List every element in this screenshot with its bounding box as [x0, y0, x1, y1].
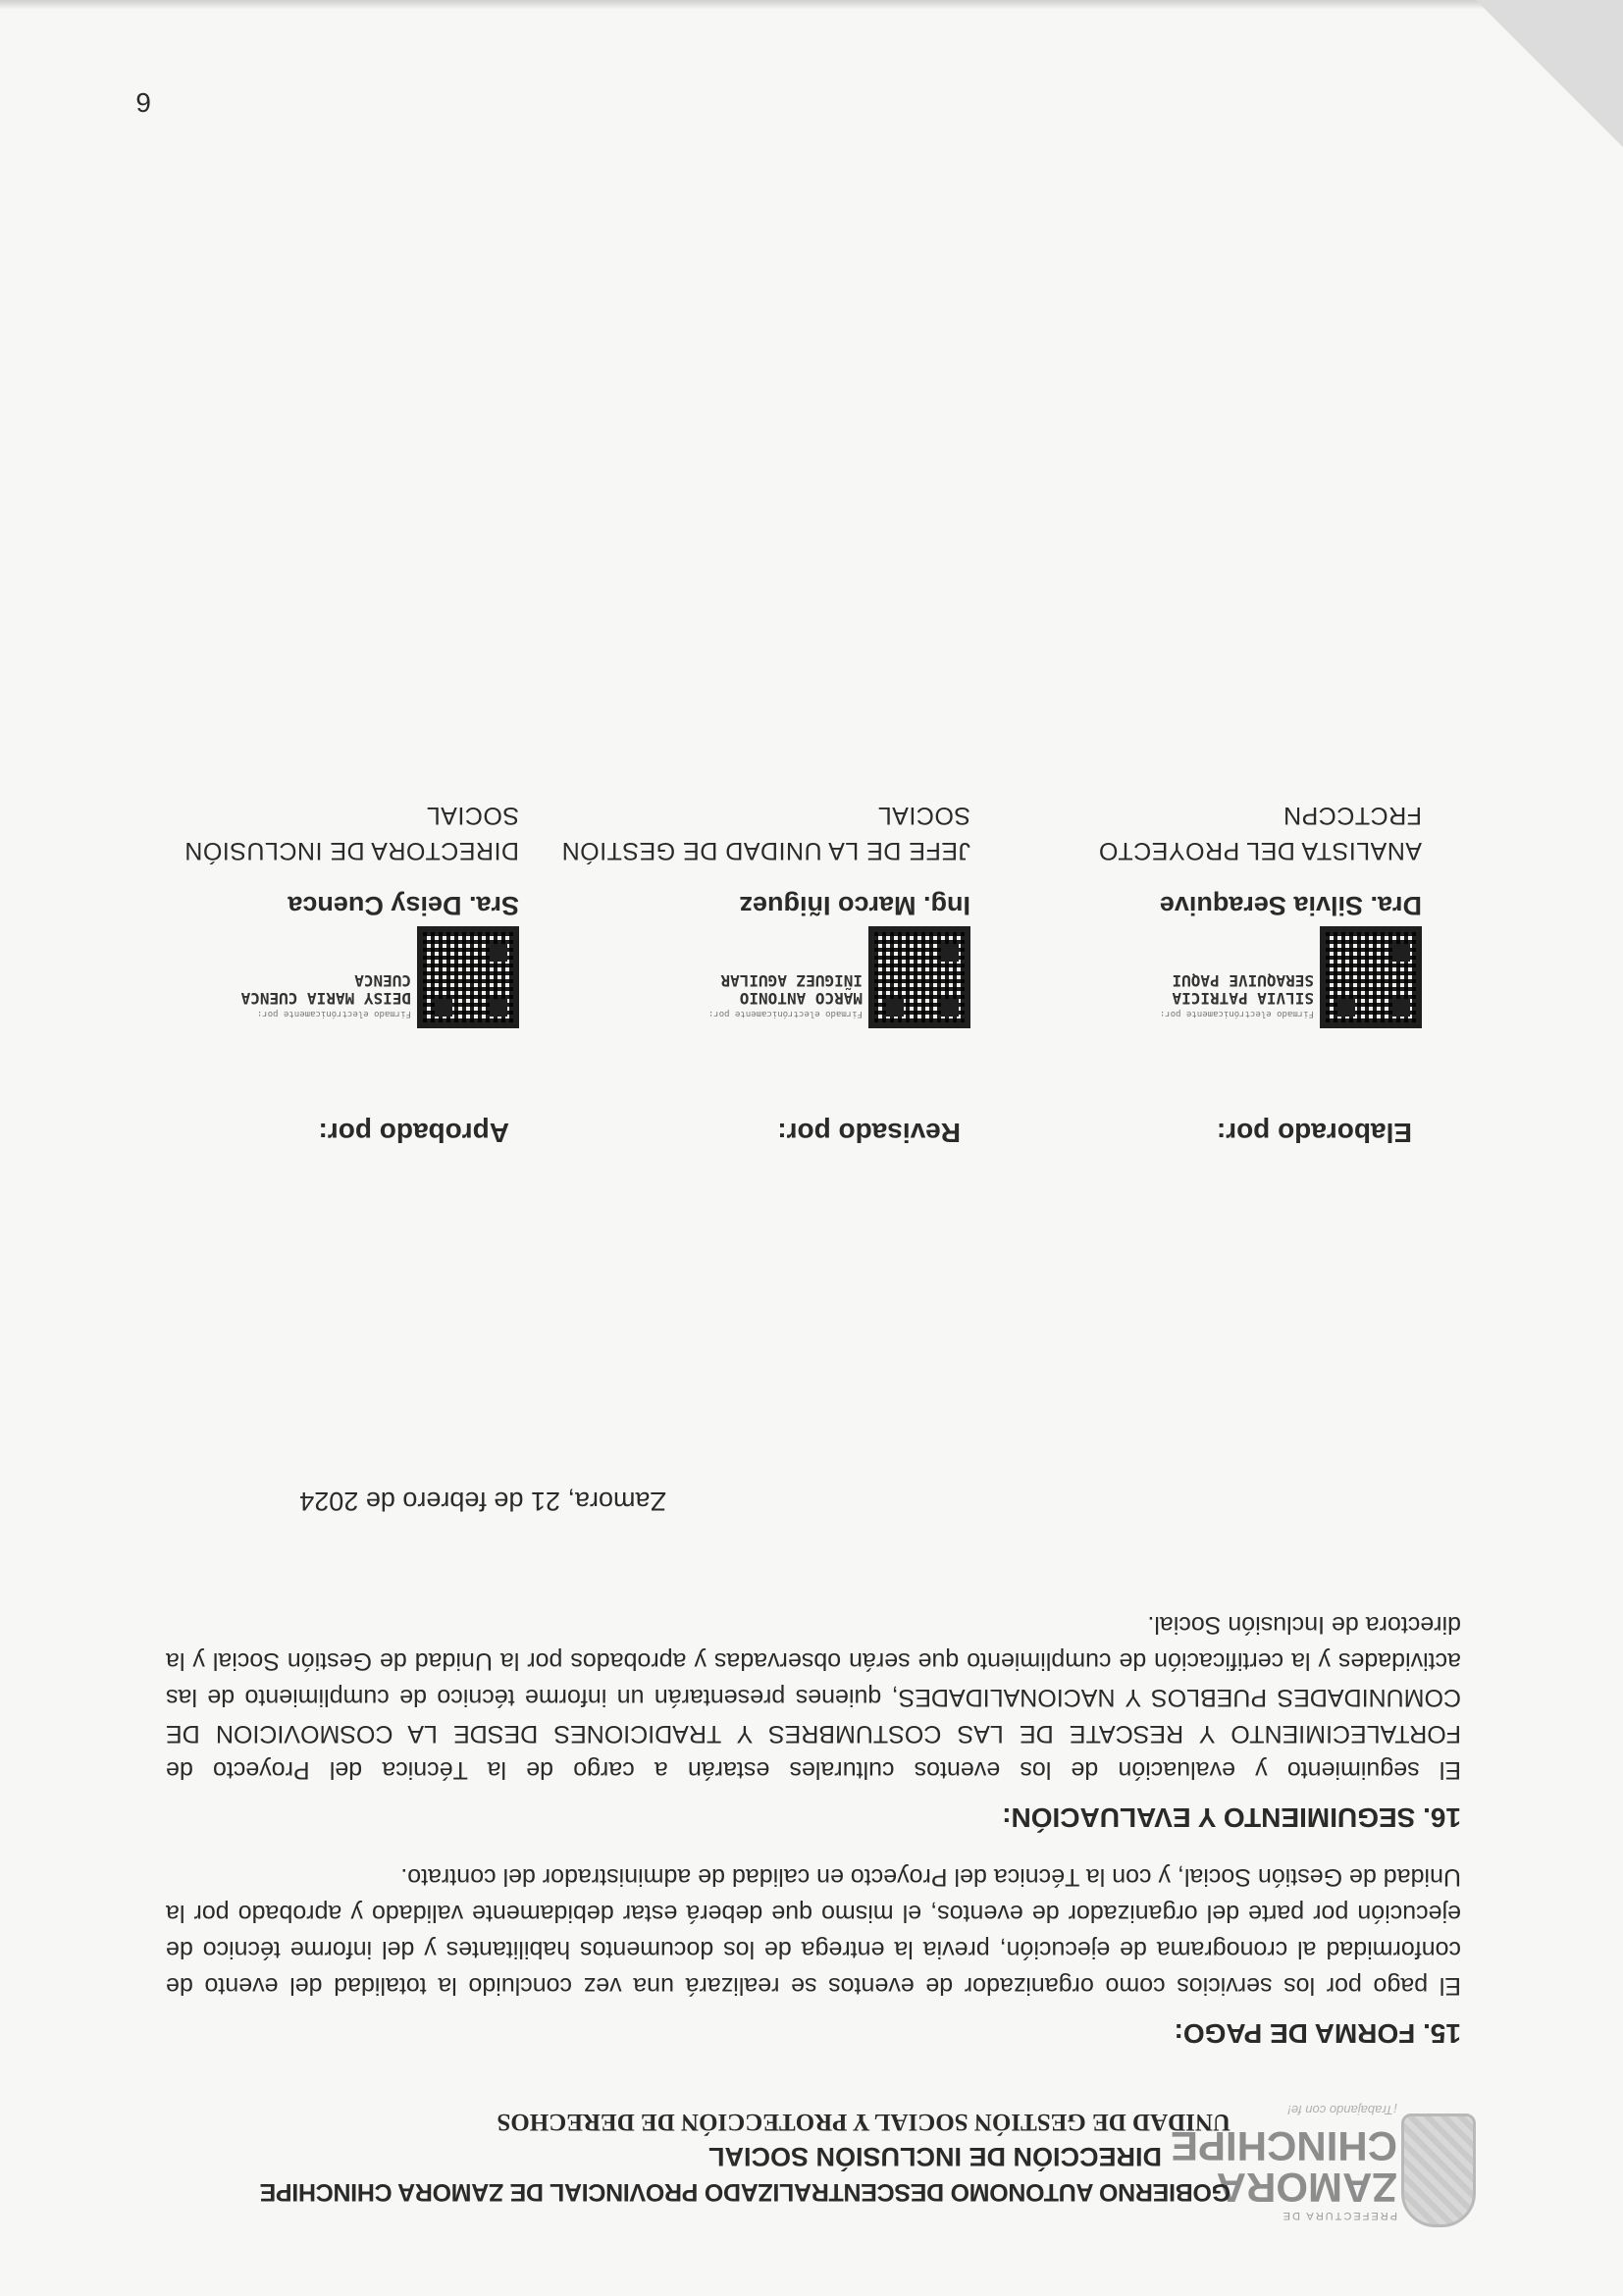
signer-role-line2: FRCTCCPN [1283, 802, 1422, 829]
logo-tagline: ¡Trabajando con fe! [1287, 2103, 1397, 2117]
document-header [122, 2080, 1476, 2227]
signer-role-line1: ANALISTA DEL PROYECTO [1098, 837, 1422, 864]
electronic-signature-stamp [549, 920, 970, 1028]
header-line-1: GOBIERNO AUTONOMO DESCENTRALIZADO PROVINCIAL DE ZAMORA CHINCHIPE [259, 2178, 1230, 2206]
electronic-signature-stamp [97, 920, 519, 1028]
header-line-3: UNIDAD DE GESTIÓN SOCIAL Y PROTECCIÓN DE DERECHOS [497, 2109, 1230, 2135]
section-title-payment: 15. FORMA DE PAGO: [1174, 2018, 1461, 2049]
signer-role [1000, 798, 1422, 868]
signer-role [549, 798, 970, 868]
folded-corner [1476, 0, 1623, 147]
logo-name-line1: ZAMORA [1216, 2165, 1397, 2211]
qr-code-icon [417, 926, 519, 1028]
document-date: Zamora, 21 de febrero de 2024 [299, 1487, 666, 1516]
page-number: 6 [135, 87, 151, 118]
prefectura-logo [1170, 2090, 1476, 2227]
stamp-caption: Firmado electrónicamente por: [1159, 1009, 1314, 1018]
signer-name: Ing. Marco Iñiguez [739, 891, 970, 920]
signer-role-line1: JEFE DE LA UNIDAD DE GESTIÓN [561, 837, 970, 864]
electronic-signature-stamp [1000, 920, 1422, 1028]
scan-edge [0, 0, 1623, 10]
signer-role [97, 798, 519, 868]
header-line-2: DIRECCIÓN DE INCLUSIÓN SOCIAL [707, 2142, 1162, 2171]
stamp-signer-name: DEISY MARIA CUENCA CUENCA [240, 971, 411, 1008]
qr-code-icon [1320, 926, 1422, 1028]
stamp-caption: Firmado electrónicamente por: [256, 1009, 411, 1018]
stamp-signer-name: SILVIA PATRICIA SERAQUIVE PAQUI [1172, 971, 1314, 1008]
signer-role-line1: DIRECTORA DE INCLUSIÓN [183, 837, 519, 864]
signer-role-line2: SOCIAL [877, 802, 970, 829]
signer-name: Dra. Silvia Seraquive [1159, 891, 1422, 920]
qr-code-icon [868, 926, 970, 1028]
logo-small-text: PREFECTURA DE [1281, 2210, 1397, 2221]
signature-label: Revisado por: [777, 1118, 961, 1148]
signature-elaborado [1000, 798, 1422, 1148]
signature-revisado [549, 798, 970, 1148]
signer-role-line2: SOCIAL [426, 802, 519, 829]
stamp-signer-name: MARCO ANTONIO IÑIGUEZ AGUILAR [720, 971, 863, 1008]
signature-block [166, 802, 1461, 1148]
section-title-evaluation: 16. SEGUIMIENTO Y EVALUACIÓN: [1002, 1802, 1461, 1833]
signer-name: Sra. Deisy Cuenca [288, 891, 519, 920]
signature-label: Elaborado por: [1216, 1118, 1412, 1148]
section-text-evaluation: El seguimiento y evaluación de los eventos culturales estarán a cargo de la Técnica del Proyecto de FORTALECIMIENTO Y RESCATE DE LAS COSTUMBRES Y TRADICIONES DESDE LA COSMOVICION DE COMUNIDADES PUEBLOS Y NACIONALIDADES, quienes presentarán un informe técnico de cumplimiento de las actividades y la certificación de cumplimiento que serán observadas y aprobados por la Unidad de Gestión Social y la directora de Inclusión Social. [166, 1611, 1461, 1784]
document-body [166, 1486, 1461, 2070]
signature-label: Aprobado por: [318, 1118, 509, 1148]
coat-of-arms-icon [1401, 2113, 1476, 2227]
header-title-block [260, 2104, 1230, 2210]
stamp-caption: Firmado electrónicamente por: [707, 1009, 863, 1018]
logo-name-line2: CHINCHIPE [1170, 2123, 1397, 2169]
section-text-payment: El pago por los servicios como organizador de eventos se realizará una vez concluido la totalidad del evento de conformidad al cronograma de ejecución, previa la entrega de los documentos habilitantes y del informe técnico de ejecución por parte del organizador de eventos, el mismo que deberá estar debidamente validado y aprobado por la Unidad de Gestión Social, y con la Técnica del Proyecto en calidad de administrador del contrato. [166, 1863, 1461, 2000]
signature-aprobado [97, 798, 519, 1148]
